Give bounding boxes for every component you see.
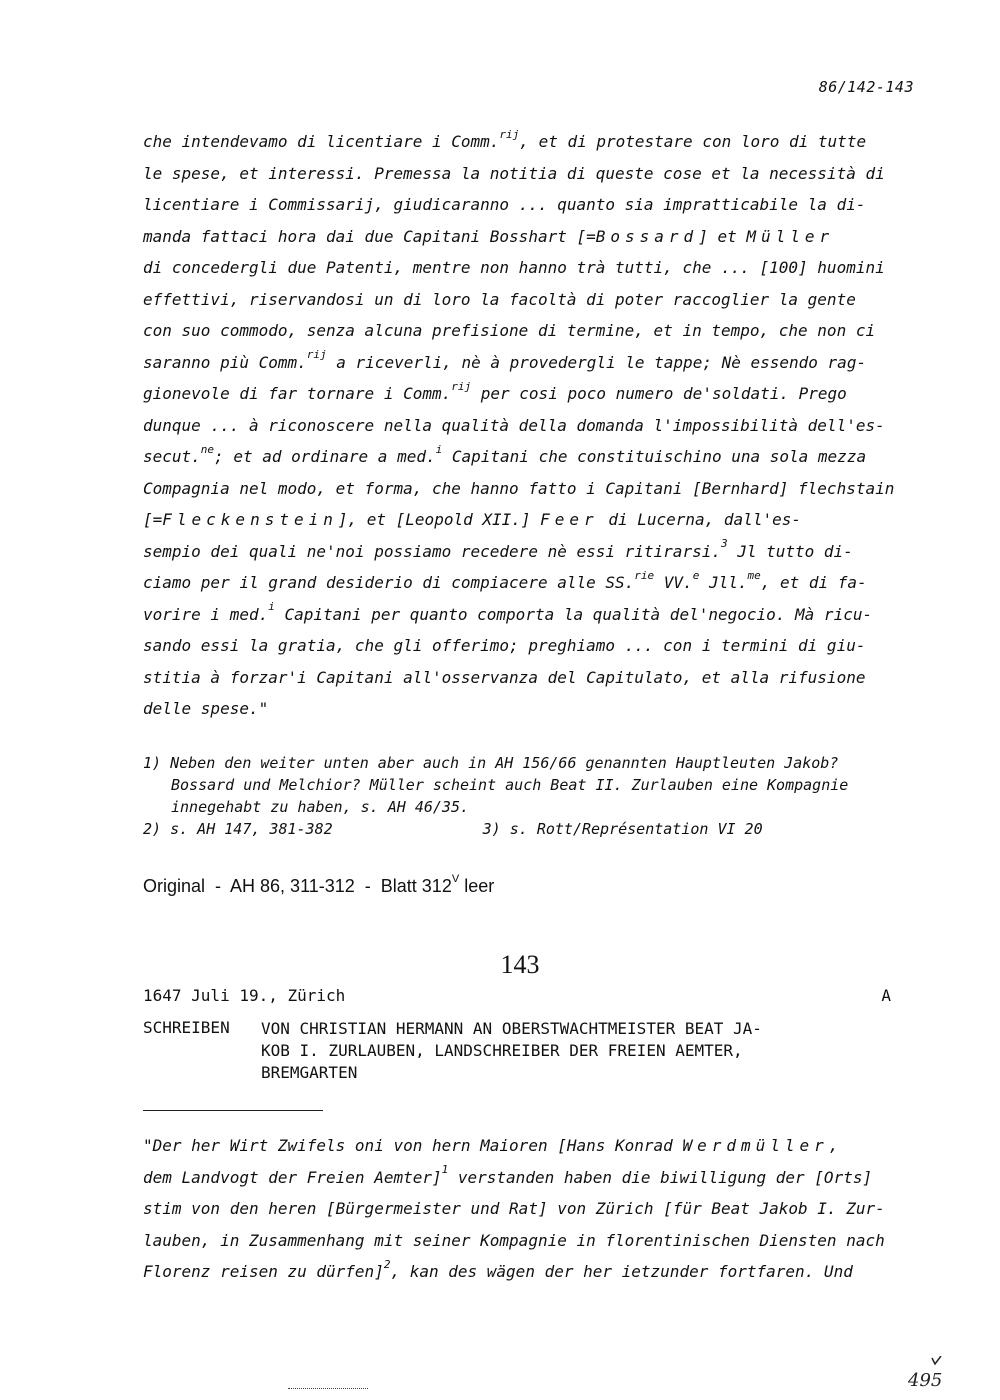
text-segment: lauben, in Zusammenhang mit seiner Kompagnie in florentinischen Diensten nach bbox=[143, 1230, 885, 1250]
text-segment: sando essi la gratia, che gli offerimo; preghiamo ... con i termini di giu- bbox=[143, 636, 866, 655]
german-text-line bbox=[143, 1162, 933, 1194]
spaced-name: Werdmüller bbox=[682, 1136, 829, 1155]
text-segment: ] et bbox=[698, 226, 747, 246]
text-segment: vorire i med. bbox=[143, 604, 269, 624]
italian-text-line bbox=[143, 504, 933, 536]
text-segment: ciamo per il grand desiderio di compiacere alle SS. bbox=[143, 573, 635, 592]
superscript: 3 bbox=[720, 537, 728, 551]
italian-text-line bbox=[143, 221, 933, 253]
handwritten-check-mark-icon bbox=[904, 1356, 952, 1394]
text-segment: VV. bbox=[654, 573, 693, 592]
text-segment: dunque ... à riconoscere nella qualità della domanda l'impossibilità dell'es- bbox=[143, 415, 885, 435]
heading-line-2: KOB I. ZURLAUBEN, LANDSCHREIBER DER FREIEN AEMTER, bbox=[261, 1041, 743, 1060]
text-segment: verstanden haben die biwilligung der [Orts] bbox=[448, 1167, 873, 1187]
footnote-2: 2) s. AH 147, 381-382 bbox=[143, 820, 333, 838]
spaced-name: Feer bbox=[540, 510, 599, 529]
text-segment: , et di fa- bbox=[760, 573, 867, 592]
footnote-1-line-1: 1) Neben den weiter unten aber auch in AH 156/66 genannten Hauptleuten Jakob? bbox=[143, 754, 839, 772]
text-segment: manda fattaci hora dai due Capitani Bosshart [= bbox=[143, 226, 596, 246]
german-letter-text bbox=[143, 1130, 933, 1288]
superscript: rij bbox=[306, 348, 327, 362]
text-segment: Capitani che constituischino una sola mezza bbox=[442, 447, 867, 466]
text-segment: Capitani per quanto comporta la qualità del'negocio. Mà ricu- bbox=[274, 604, 873, 624]
text-segment: di Lucerna, dall'es- bbox=[598, 510, 801, 529]
german-text-line bbox=[143, 1130, 933, 1162]
text-segment: per cosi poco numero de'soldati. Prego bbox=[471, 384, 847, 403]
italian-text-line bbox=[143, 630, 933, 662]
text-segment: Jl tutto di- bbox=[727, 541, 853, 561]
footnote-3: 3) s. Rott/Représentation VI 20 bbox=[482, 820, 763, 838]
italian-text-line bbox=[143, 599, 933, 631]
superscript: i bbox=[268, 600, 275, 614]
superscript: 2 bbox=[383, 1257, 391, 1271]
text-segment: a riceverli, nè à provedergli le tappe; Nè essendo rag- bbox=[326, 352, 867, 372]
italian-text-line bbox=[143, 693, 933, 725]
italian-text-line bbox=[143, 252, 933, 284]
superscript: ne bbox=[200, 442, 215, 456]
italian-text-line bbox=[143, 189, 933, 221]
page-reference: 86/142-143 bbox=[818, 78, 914, 96]
superscript: rij bbox=[451, 379, 472, 393]
superscript: 1 bbox=[441, 1163, 449, 1177]
spaced-name: Bossard bbox=[595, 226, 699, 246]
italian-text-line bbox=[143, 473, 933, 505]
german-text-line bbox=[143, 1256, 933, 1288]
text-segment: , kan des wägen der her ietzunder fortfaren. Und bbox=[390, 1262, 853, 1281]
italian-text-line bbox=[143, 662, 933, 694]
italian-text-line bbox=[143, 284, 933, 316]
text-segment: che intendevamo di licentiare i Comm. bbox=[143, 132, 500, 151]
german-text-line bbox=[143, 1225, 933, 1257]
footnotes bbox=[143, 752, 943, 840]
italian-text-line bbox=[143, 567, 933, 599]
superscript: rij bbox=[499, 127, 520, 141]
italian-text-line bbox=[143, 347, 933, 379]
text-segment: saranno più Comm. bbox=[143, 352, 307, 372]
superscript: rie bbox=[634, 568, 655, 582]
text-segment: ], et [Leopold XII.] bbox=[337, 510, 541, 529]
handwritten-page-mark: 495 bbox=[908, 1370, 943, 1391]
text-segment: Compagnia nel modo, et forma, che hanno fatto i Capitani [Bernhard] flechstain bbox=[143, 478, 895, 498]
heading-line-1: VON CHRISTIAN HERMANN AN OBERSTWACHTMEISTER BEAT JA- bbox=[261, 1019, 762, 1038]
text-segment: "Der her Wirt Zwifels oni von hern Maioren [Hans Konrad bbox=[143, 1136, 683, 1155]
original-source-line bbox=[143, 873, 495, 897]
document-number: 143 bbox=[500, 950, 540, 979]
text-segment: con suo commodo, senza alcuna prefisione di termine, et in tempo, che non ci bbox=[143, 321, 876, 340]
text-segment: effettivi, riservandosi un di loro la facoltà di poter raccoglier la gente bbox=[143, 289, 856, 309]
spaced-name: Müller bbox=[746, 226, 835, 246]
footnote-1-line-3: innegehabt zu haben, s. AH 46/35. bbox=[171, 798, 470, 816]
superscript: e bbox=[692, 568, 700, 582]
text-segment: , bbox=[828, 1136, 839, 1155]
heading-body bbox=[261, 1018, 762, 1084]
italian-letter-text bbox=[143, 126, 933, 725]
text-segment: Jll. bbox=[699, 573, 748, 592]
italian-text-line bbox=[143, 536, 933, 568]
text-segment: gionevole di far tornare i Comm. bbox=[143, 384, 452, 403]
document-heading bbox=[143, 1018, 913, 1084]
italian-text-line bbox=[143, 441, 933, 473]
text-segment: delle spese." bbox=[143, 699, 269, 718]
text-segment: licentiare i Commissarij, giudicaranno ... quanto sia impratticabile la di- bbox=[143, 195, 866, 214]
original-text: Original - AH 86, 311-312 - Blatt 312 bbox=[143, 876, 452, 896]
text-segment: secut. bbox=[143, 447, 201, 466]
superscript: me bbox=[747, 568, 761, 582]
document-category-code: A bbox=[881, 986, 891, 1005]
spaced-name: Fleckenstein bbox=[162, 510, 338, 529]
text-segment: stitia à forzar'i Capitani all'osservanza del Capitulato, et alla rifusione bbox=[143, 667, 866, 687]
footnote-2-3-line bbox=[143, 818, 943, 840]
text-segment: [= bbox=[143, 510, 163, 529]
text-segment: Florenz reisen zu dürfen] bbox=[143, 1262, 384, 1281]
text-segment: dem Landvogt der Freien Aemter] bbox=[143, 1167, 442, 1187]
italian-text-line bbox=[143, 315, 933, 347]
text-segment: , et di protestare con loro di tutte bbox=[519, 132, 867, 151]
text-segment: ; et ad ordinare a med. bbox=[214, 447, 436, 466]
original-verso-mark: V bbox=[451, 873, 460, 885]
superscript: i bbox=[435, 442, 443, 456]
text-segment: di concedergli due Patenti, mentre non hanno trà tutti, che ... [100] huomini bbox=[143, 258, 885, 277]
text-segment: sempio dei quali ne'noi possiamo recedere nè essi ritirarsi. bbox=[143, 541, 721, 561]
footnote-1-line-2: Bossard und Melchior? Müller scheint auch Beat II. Zurlauben eine Kompagnie bbox=[171, 776, 849, 794]
text-segment: stim von den heren [Bürgermeister und Rat] von Zürich [für Beat Jakob I. Zur- bbox=[143, 1199, 885, 1218]
german-text-line bbox=[143, 1193, 933, 1225]
scan-artifact bbox=[288, 1388, 368, 1391]
dateline bbox=[143, 986, 891, 1005]
italian-text-line bbox=[143, 378, 933, 410]
heading-label: SCHREIBEN bbox=[143, 1018, 230, 1037]
italian-text-line bbox=[143, 126, 933, 158]
italian-text-line bbox=[143, 158, 933, 190]
text-segment: le spese, et interessi. Premessa la notitia di queste cose et la necessità di bbox=[143, 163, 885, 183]
separator-rule bbox=[143, 1110, 323, 1111]
original-tail: leer bbox=[459, 876, 495, 896]
heading-line-3: BREMGARTEN bbox=[261, 1063, 358, 1082]
document-date-place: 1647 Juli 19., Zürich bbox=[143, 986, 346, 1005]
italian-text-line bbox=[143, 410, 933, 442]
